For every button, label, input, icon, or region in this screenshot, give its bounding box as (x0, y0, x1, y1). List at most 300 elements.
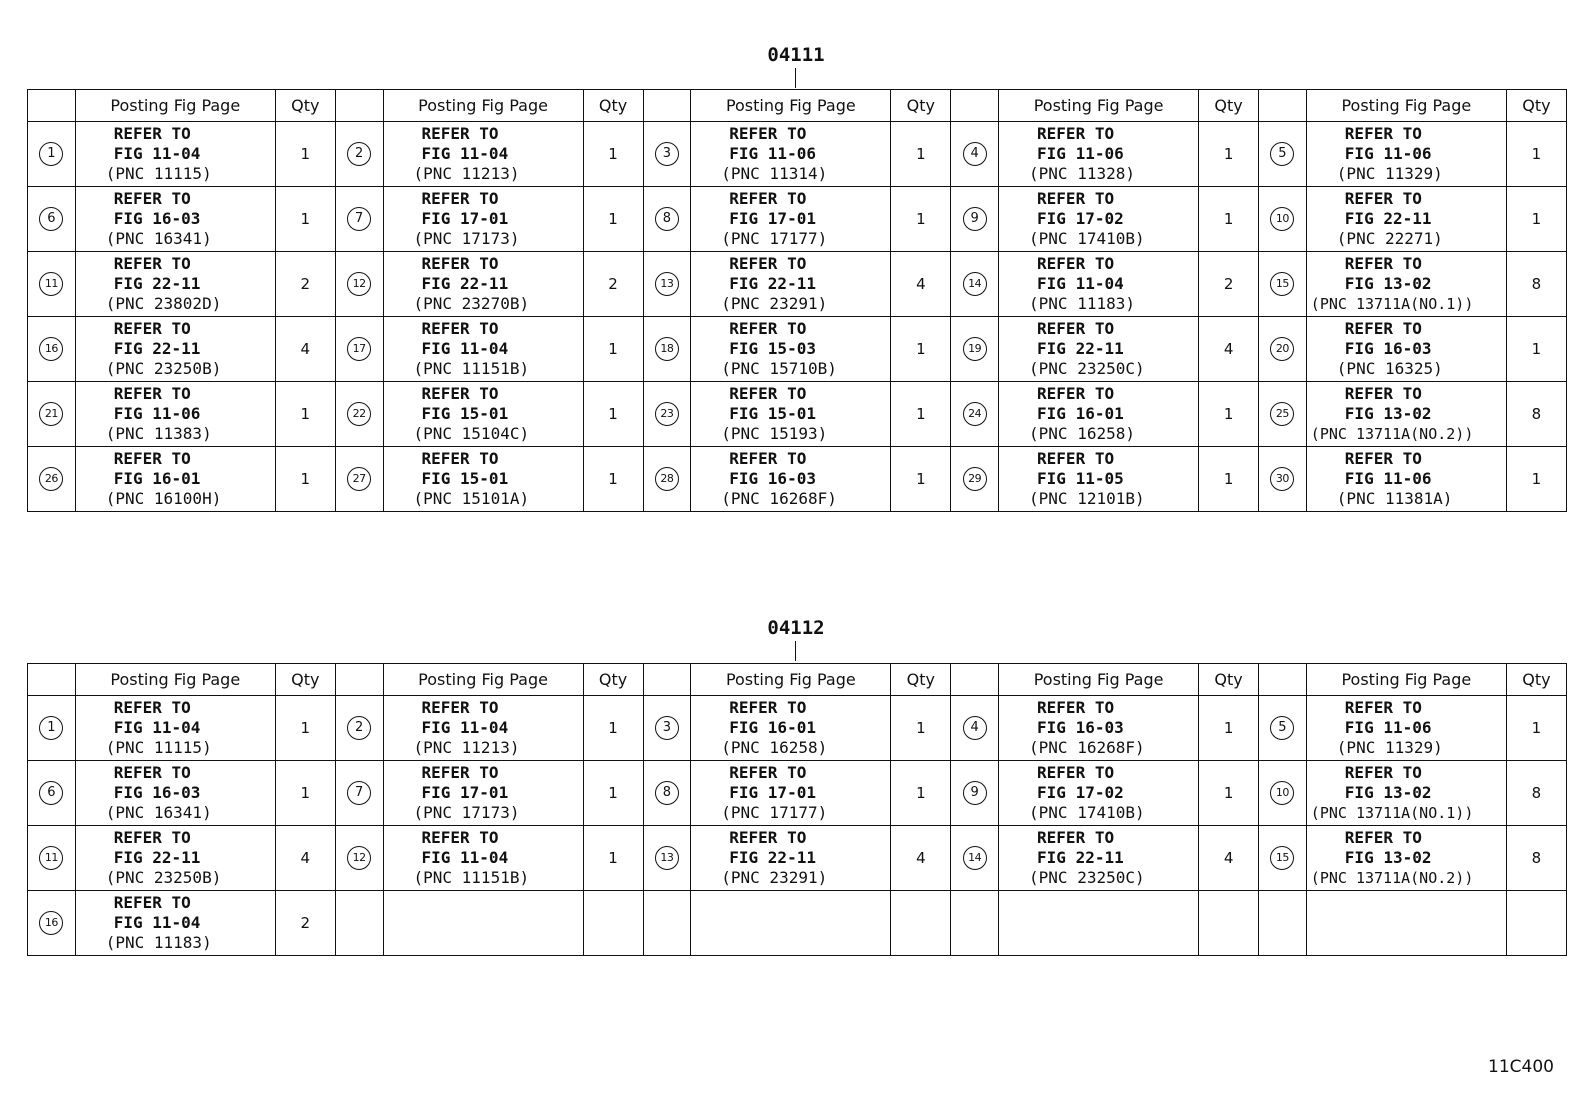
item-number-cell (951, 891, 999, 956)
qty-cell: 1 (275, 122, 335, 187)
pnc-text: (PNC 17173) (413, 803, 520, 822)
qty-cell: 2 (1199, 252, 1259, 317)
item-number-badge: 14 (963, 846, 987, 870)
posting-ref-cell (383, 317, 583, 382)
posting-ref-cell (1306, 826, 1506, 891)
item-number-cell (643, 187, 691, 252)
item-number-badge: 29 (963, 467, 987, 491)
item-number-badge: 7 (347, 207, 371, 231)
item-number-badge: 4 (963, 142, 987, 166)
fig-page-text: FIG 11-04 (421, 339, 509, 358)
table-row (28, 252, 1567, 317)
qty-cell: 8 (1506, 761, 1566, 826)
item-number-badge: 15 (1270, 846, 1294, 870)
pnc-text: (PNC 17410B) (1029, 803, 1145, 822)
pnc-text: (PNC 23250C) (1029, 868, 1145, 887)
qty-cell: 1 (891, 382, 951, 447)
refer-to-text: REFER TO (113, 893, 191, 912)
item-number-cell (28, 826, 76, 891)
header-blank (643, 90, 691, 122)
posting-ref-cell (383, 696, 583, 761)
item-number-cell (1259, 761, 1307, 826)
posting-ref-cell (383, 187, 583, 252)
qty-cell: 8 (1506, 252, 1566, 317)
pnc-text: (PNC 23291) (721, 868, 828, 887)
item-number-badge: 22 (347, 402, 371, 426)
item-number-cell (28, 382, 76, 447)
qty-cell (891, 891, 951, 956)
qty-cell: 1 (1199, 122, 1259, 187)
posting-ref-cell (691, 696, 891, 761)
header-blank (951, 90, 999, 122)
fig-page-text: FIG 16-01 (1037, 404, 1124, 423)
fig-page-text: FIG 22-11 (1037, 339, 1124, 358)
qty-cell: 1 (583, 761, 643, 826)
item-number-badge: 4 (963, 716, 987, 740)
refer-to-text: REFER TO (1344, 319, 1422, 338)
refer-to-text: REFER TO (1344, 384, 1422, 403)
pnc-text: (PNC 13711A(NO.2)) (1310, 869, 1474, 887)
qty-cell: 1 (583, 826, 643, 891)
posting-ref-cell (999, 826, 1199, 891)
item-number-cell (335, 891, 383, 956)
posting-ref-cell (75, 317, 275, 382)
refer-to-text: REFER TO (1344, 763, 1422, 782)
pnc-text: (PNC 15101A) (413, 489, 530, 508)
qty-cell: 1 (1506, 447, 1566, 512)
item-number-cell (28, 187, 76, 252)
item-number-cell (335, 122, 383, 187)
qty-cell: 2 (275, 252, 335, 317)
posting-ref-cell (999, 122, 1199, 187)
fig-page-text: FIG 16-01 (113, 469, 201, 488)
item-number-badge: 11 (39, 846, 63, 870)
fig-page-text: FIG 17-02 (1037, 209, 1124, 228)
item-number-badge: 12 (347, 846, 371, 870)
pnc-text: (PNC 17410B) (1029, 229, 1145, 248)
qty-cell: 1 (1199, 382, 1259, 447)
refer-to-text: REFER TO (1037, 449, 1115, 468)
qty-cell: 1 (583, 696, 643, 761)
item-number-badge: 24 (963, 402, 987, 426)
fig-page-text: FIG 11-04 (421, 848, 509, 867)
pnc-text: (PNC 17177) (721, 229, 828, 248)
fig-page-text: FIG 15-01 (729, 404, 816, 423)
fig-page-text: FIG 13-02 (1344, 404, 1432, 423)
posting-ref-cell (383, 122, 583, 187)
table-row (28, 317, 1567, 382)
pnc-text: (PNC 11213) (413, 164, 520, 183)
refer-to-text: REFER TO (729, 254, 807, 273)
refer-to-text: REFER TO (113, 449, 191, 468)
table-row (28, 826, 1567, 891)
posting-ref-cell (999, 252, 1199, 317)
item-number-cell (951, 382, 999, 447)
item-number-cell (28, 122, 76, 187)
item-number-cell (643, 317, 691, 382)
posting-ref-cell (383, 252, 583, 317)
posting-ref-cell (75, 891, 275, 956)
refer-to-text: REFER TO (113, 698, 191, 717)
refer-to-text: REFER TO (1344, 189, 1422, 208)
qty-cell: 1 (583, 122, 643, 187)
table-row (28, 761, 1567, 826)
fig-page-text: FIG 16-03 (113, 209, 201, 228)
qty-cell: 1 (1199, 447, 1259, 512)
item-number-cell (1259, 252, 1307, 317)
qty-cell: 1 (1199, 696, 1259, 761)
refer-to-text: REFER TO (421, 254, 499, 273)
pnc-text: (PNC 23250B) (105, 359, 222, 378)
fig-page-text: FIG 16-01 (729, 718, 816, 737)
pnc-text: (PNC 11115) (105, 738, 212, 757)
fig-page-text: FIG 11-04 (113, 718, 201, 737)
header-posting-fig-page: Posting Fig Page (383, 664, 583, 696)
pnc-text: (PNC 11213) (413, 738, 520, 757)
item-number-badge: 13 (655, 272, 679, 296)
qty-cell (583, 891, 643, 956)
posting-ref-cell (999, 447, 1199, 512)
qty-cell: 1 (275, 382, 335, 447)
item-number-badge: 20 (1270, 337, 1294, 361)
header-qty: Qty (891, 90, 951, 122)
item-number-cell (951, 761, 999, 826)
item-number-cell (335, 447, 383, 512)
refer-to-text: REFER TO (1344, 698, 1422, 717)
refer-to-text: REFER TO (1037, 384, 1115, 403)
refer-to-text: REFER TO (1037, 763, 1115, 782)
qty-cell: 1 (1199, 187, 1259, 252)
item-number-badge: 6 (39, 781, 63, 805)
fig-page-text: FIG 11-06 (729, 144, 816, 163)
refer-to-text: REFER TO (1037, 124, 1115, 143)
item-number-cell (643, 696, 691, 761)
header-posting-fig-page: Posting Fig Page (691, 90, 891, 122)
posting-ref-cell (383, 826, 583, 891)
header-qty: Qty (1199, 90, 1259, 122)
item-number-cell (335, 761, 383, 826)
item-number-badge: 2 (347, 716, 371, 740)
pnc-text: (PNC 16325) (1336, 359, 1443, 378)
header-blank (643, 664, 691, 696)
item-number-cell (28, 891, 76, 956)
fig-page-text: FIG 16-03 (1344, 339, 1432, 358)
pnc-text: (PNC 16258) (721, 738, 828, 757)
posting-ref-cell (999, 891, 1199, 956)
item-number-cell (1259, 317, 1307, 382)
table-row (28, 187, 1567, 252)
posting-ref-cell (1306, 382, 1506, 447)
item-number-cell (1259, 122, 1307, 187)
refer-to-text: REFER TO (1037, 698, 1115, 717)
posting-ref-cell (383, 761, 583, 826)
fig-page-text: FIG 11-04 (421, 144, 509, 163)
qty-cell: 1 (891, 317, 951, 382)
fig-page-text: FIG 11-06 (1344, 718, 1432, 737)
fig-page-text: FIG 15-01 (421, 404, 509, 423)
posting-ref-cell (691, 122, 891, 187)
qty-cell: 4 (891, 252, 951, 317)
qty-cell: 8 (1506, 382, 1566, 447)
header-qty: Qty (1199, 664, 1259, 696)
posting-ref-cell (75, 382, 275, 447)
item-number-badge: 18 (655, 337, 679, 361)
header-blank (335, 90, 383, 122)
block-title: 04112 (767, 617, 825, 639)
header-qty: Qty (275, 664, 335, 696)
refer-to-text: REFER TO (113, 189, 191, 208)
fig-page-text: FIG 15-03 (729, 339, 816, 358)
posting-ref-cell (999, 317, 1199, 382)
posting-ref-cell (75, 447, 275, 512)
qty-cell: 1 (1506, 187, 1566, 252)
refer-to-text: REFER TO (1344, 449, 1422, 468)
fig-page-text: FIG 11-06 (1344, 144, 1432, 163)
table-row (28, 447, 1567, 512)
parts-table (27, 89, 1567, 512)
header-qty: Qty (1506, 664, 1566, 696)
fig-page-text: FIG 16-03 (113, 783, 201, 802)
item-number-badge: 26 (39, 467, 63, 491)
refer-to-text: REFER TO (729, 763, 807, 782)
item-number-cell (1259, 187, 1307, 252)
refer-to-text: REFER TO (113, 124, 191, 143)
pnc-text: (PNC 15193) (721, 424, 828, 443)
refer-to-text: REFER TO (1344, 828, 1422, 847)
item-number-cell (335, 187, 383, 252)
posting-ref-cell (75, 696, 275, 761)
refer-to-text: REFER TO (421, 449, 499, 468)
refer-to-text: REFER TO (729, 828, 807, 847)
fig-page-text: FIG 11-04 (113, 144, 201, 163)
pnc-text: (PNC 13711A(NO.1)) (1310, 804, 1474, 822)
item-number-cell (28, 317, 76, 382)
posting-ref-cell (1306, 187, 1506, 252)
item-number-cell (643, 891, 691, 956)
pnc-text: (PNC 22271) (1336, 229, 1443, 248)
fig-page-text: FIG 17-02 (1037, 783, 1124, 802)
item-number-badge: 23 (655, 402, 679, 426)
pnc-text: (PNC 11328) (1029, 164, 1135, 183)
refer-to-text: REFER TO (421, 828, 499, 847)
item-number-badge: 3 (655, 142, 679, 166)
fig-page-text: FIG 11-06 (113, 404, 201, 423)
refer-to-text: REFER TO (729, 319, 807, 338)
refer-to-text: REFER TO (1037, 828, 1115, 847)
pnc-text: (PNC 13711A(NO.1)) (1310, 295, 1474, 313)
fig-page-text: FIG 15-01 (421, 469, 509, 488)
item-number-cell (335, 317, 383, 382)
qty-cell: 1 (891, 187, 951, 252)
qty-cell: 1 (1506, 317, 1566, 382)
posting-ref-cell (1306, 317, 1506, 382)
fig-page-text: FIG 22-11 (421, 274, 509, 293)
item-number-cell (951, 447, 999, 512)
posting-ref-cell (383, 382, 583, 447)
header-blank (951, 664, 999, 696)
header-blank (335, 664, 383, 696)
posting-ref-cell (1306, 252, 1506, 317)
table-row (28, 382, 1567, 447)
header-posting-fig-page: Posting Fig Page (691, 664, 891, 696)
fig-page-text: FIG 11-04 (1037, 274, 1124, 293)
header-blank (1259, 664, 1307, 696)
pnc-text: (PNC 23250C) (1029, 359, 1145, 378)
diagram-code: 11C400 (1488, 1057, 1554, 1077)
posting-ref-cell (383, 891, 583, 956)
fig-page-text: FIG 13-02 (1344, 848, 1432, 867)
refer-to-text: REFER TO (1344, 254, 1422, 273)
refer-to-text: REFER TO (729, 449, 807, 468)
item-number-cell (335, 696, 383, 761)
item-number-cell (28, 761, 76, 826)
item-number-badge: 12 (347, 272, 371, 296)
fig-page-text: FIG 11-05 (1037, 469, 1124, 488)
fig-page-text: FIG 22-11 (113, 339, 201, 358)
pnc-text: (PNC 15104C) (413, 424, 530, 443)
item-number-cell (1259, 447, 1307, 512)
table-row (28, 696, 1567, 761)
item-number-badge: 14 (963, 272, 987, 296)
pnc-text: (PNC 11381A) (1336, 489, 1453, 508)
posting-ref-cell (691, 447, 891, 512)
fig-page-text: FIG 22-11 (729, 274, 816, 293)
item-number-badge: 8 (655, 207, 679, 231)
qty-cell: 4 (1199, 826, 1259, 891)
header-posting-fig-page: Posting Fig Page (75, 90, 275, 122)
item-number-cell (951, 696, 999, 761)
fig-page-text: FIG 11-04 (113, 913, 201, 932)
refer-to-text: REFER TO (421, 763, 499, 782)
item-number-badge: 11 (39, 272, 63, 296)
pnc-text: (PNC 23802D) (105, 294, 222, 313)
pnc-text: (PNC 16341) (105, 229, 212, 248)
fig-page-text: FIG 13-02 (1344, 274, 1432, 293)
fig-page-text: FIG 17-01 (729, 783, 816, 802)
item-number-cell (335, 826, 383, 891)
pnc-text: (PNC 11151B) (413, 868, 530, 887)
item-number-cell (1259, 696, 1307, 761)
item-number-cell (643, 252, 691, 317)
fig-page-text: FIG 16-03 (729, 469, 816, 488)
item-number-badge: 15 (1270, 272, 1294, 296)
item-number-cell (1259, 382, 1307, 447)
item-number-badge: 3 (655, 716, 679, 740)
item-number-badge: 30 (1270, 467, 1294, 491)
item-number-cell (951, 252, 999, 317)
item-number-cell (28, 252, 76, 317)
pnc-text: (PNC 11183) (1029, 294, 1135, 313)
item-number-cell (335, 252, 383, 317)
refer-to-text: REFER TO (729, 189, 807, 208)
posting-ref-cell (691, 382, 891, 447)
pnc-text: (PNC 13711A(NO.2)) (1310, 425, 1474, 443)
refer-to-text: REFER TO (421, 384, 499, 403)
qty-cell: 1 (583, 382, 643, 447)
qty-cell: 1 (275, 187, 335, 252)
item-number-cell (643, 761, 691, 826)
refer-to-text: REFER TO (729, 384, 807, 403)
qty-cell: 1 (891, 122, 951, 187)
header-qty: Qty (1506, 90, 1566, 122)
qty-cell: 2 (275, 891, 335, 956)
header-row (28, 664, 1567, 696)
item-number-cell (951, 122, 999, 187)
header-posting-fig-page: Posting Fig Page (999, 664, 1199, 696)
header-blank (1259, 90, 1307, 122)
qty-cell: 4 (1199, 317, 1259, 382)
fig-page-text: FIG 17-01 (421, 209, 509, 228)
table-row (28, 122, 1567, 187)
fig-page-text: FIG 22-11 (1037, 848, 1124, 867)
posting-ref-cell (691, 826, 891, 891)
item-number-badge: 6 (39, 207, 63, 231)
header-posting-fig-page: Posting Fig Page (75, 664, 275, 696)
posting-ref-cell (691, 891, 891, 956)
posting-ref-cell (999, 761, 1199, 826)
item-number-cell (1259, 891, 1307, 956)
item-number-badge: 17 (347, 337, 371, 361)
header-qty: Qty (891, 664, 951, 696)
qty-cell: 4 (891, 826, 951, 891)
header-posting-fig-page: Posting Fig Page (999, 90, 1199, 122)
pnc-text: (PNC 12101B) (1029, 489, 1145, 508)
header-blank (28, 90, 76, 122)
fig-page-text: FIG 22-11 (113, 274, 201, 293)
item-number-badge: 27 (347, 467, 371, 491)
item-number-cell (951, 317, 999, 382)
qty-cell: 1 (1199, 761, 1259, 826)
pnc-text: (PNC 15710B) (721, 359, 837, 378)
qty-cell: 4 (275, 826, 335, 891)
qty-cell: 1 (583, 447, 643, 512)
fig-page-text: FIG 22-11 (113, 848, 201, 867)
item-number-badge: 10 (1270, 207, 1294, 231)
leader-line (795, 641, 796, 661)
posting-ref-cell (1306, 447, 1506, 512)
parts-table (27, 663, 1567, 956)
header-blank (28, 664, 76, 696)
pnc-text: (PNC 11151B) (413, 359, 530, 378)
refer-to-text: REFER TO (113, 763, 191, 782)
item-number-badge: 16 (39, 911, 63, 935)
posting-ref-cell (75, 187, 275, 252)
qty-cell: 4 (275, 317, 335, 382)
refer-to-text: REFER TO (113, 254, 191, 273)
posting-ref-cell (691, 187, 891, 252)
item-number-badge: 10 (1270, 781, 1294, 805)
posting-ref-cell (75, 826, 275, 891)
item-number-badge: 1 (39, 716, 63, 740)
item-number-badge: 1 (39, 142, 63, 166)
pnc-text: (PNC 17177) (721, 803, 828, 822)
fig-page-text: FIG 22-11 (1344, 209, 1432, 228)
qty-cell: 1 (1506, 122, 1566, 187)
item-number-badge: 5 (1270, 142, 1294, 166)
item-number-cell (643, 826, 691, 891)
posting-ref-cell (1306, 891, 1506, 956)
qty-cell: 1 (891, 447, 951, 512)
posting-ref-cell (999, 187, 1199, 252)
posting-ref-cell (1306, 696, 1506, 761)
fig-page-text: FIG 16-03 (1037, 718, 1124, 737)
qty-cell (1506, 891, 1566, 956)
pnc-text: (PNC 16100H) (105, 489, 222, 508)
posting-ref-cell (1306, 122, 1506, 187)
qty-cell: 1 (275, 447, 335, 512)
posting-ref-cell (383, 447, 583, 512)
item-number-cell (335, 382, 383, 447)
